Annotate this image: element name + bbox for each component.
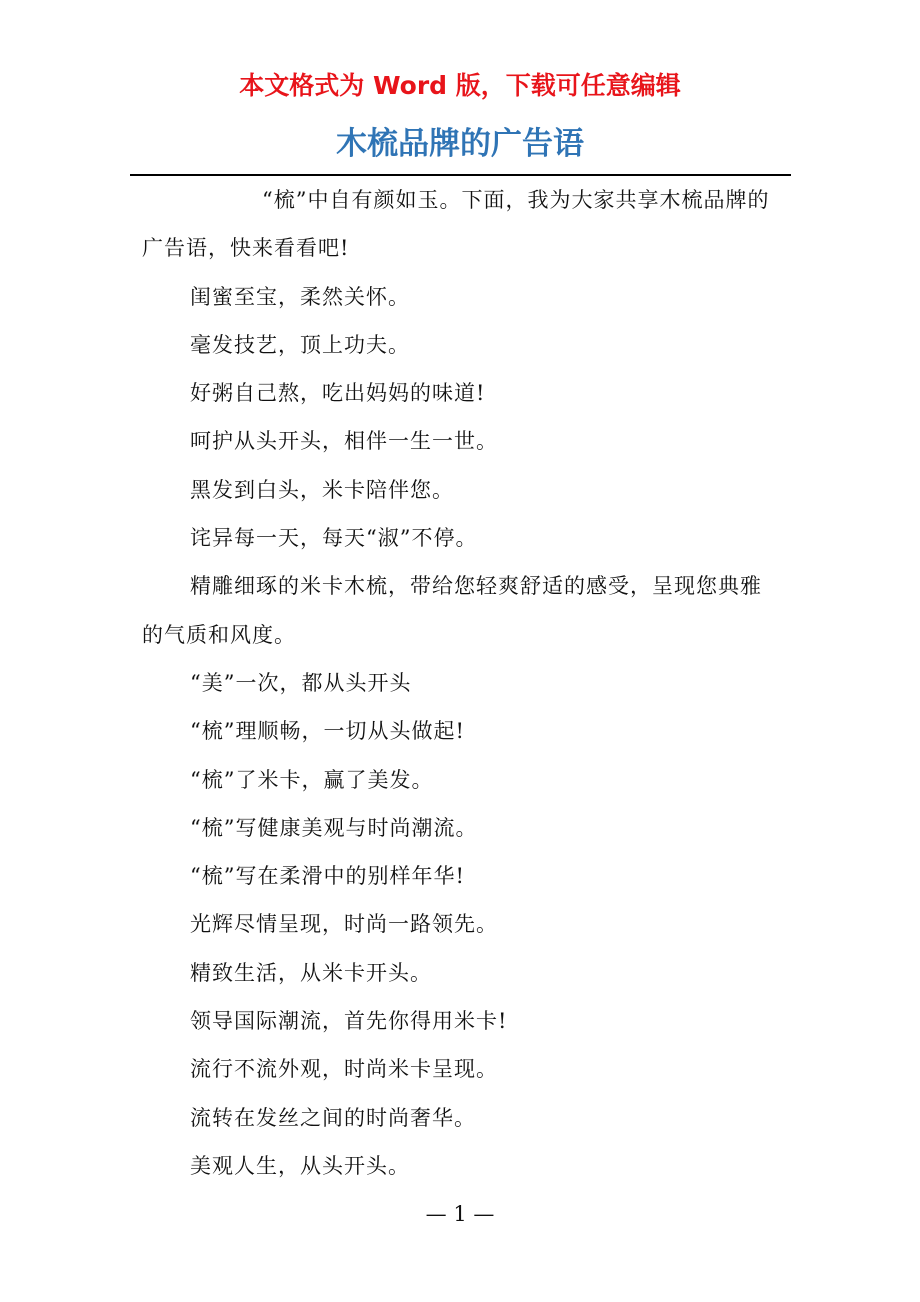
intro-paragraph: “梳”中自有颜如玉。下面，我为大家共享木梳品牌的广告语，快来看看吧! <box>142 188 770 261</box>
slogan-line: “梳”理顺畅，一切从头做起! <box>190 719 465 744</box>
page-title: 木梳品牌的广告语 <box>336 126 584 162</box>
format-notice: 本文格式为 Word 版，下载可任意编辑 <box>239 71 681 100</box>
slogan-line: 毫发技艺，顶上功夫。 <box>190 332 410 357</box>
slogan-line: 诧异每一天，每天“淑”不停。 <box>190 526 478 551</box>
slogan-line: 美观人生，从头开头。 <box>190 1153 410 1178</box>
slogan-line: 呵护从头开头，相伴一生一世。 <box>190 429 498 454</box>
slogan-line: “梳”写健康美观与时尚潮流。 <box>190 815 478 840</box>
slogan-line: 光辉尽情呈现，时尚一路领先。 <box>190 912 498 937</box>
document-body <box>142 176 772 1190</box>
slogan-line: 流行不流外观，时尚米卡呈现。 <box>190 1057 498 1082</box>
slogan-line: 闺蜜至宝，柔然关怀。 <box>190 284 410 309</box>
page-number: — 1 — <box>425 1202 495 1226</box>
slogan-line: 领导国际潮流，首先你得用米卡! <box>190 1009 508 1034</box>
slogan-line: 精雕细琢的米卡木梳，带给您轻爽舒适的感受，呈现您典雅的气质和风度。 <box>142 574 762 647</box>
slogan-line: 黑发到白头，米卡陪伴您。 <box>190 477 454 502</box>
slogan-line: “梳”写在柔滑中的别样年华! <box>190 864 465 889</box>
slogan-line: “美”一次，都从头开头 <box>190 670 412 695</box>
slogan-line: “梳”了米卡，赢了美发。 <box>190 767 434 792</box>
slogan-line: 好粥自己熬，吃出妈妈的味道! <box>190 381 486 406</box>
slogan-line: 精致生活，从米卡开头。 <box>190 960 432 985</box>
slogan-line: 流转在发丝之间的时尚奢华。 <box>190 1105 476 1130</box>
